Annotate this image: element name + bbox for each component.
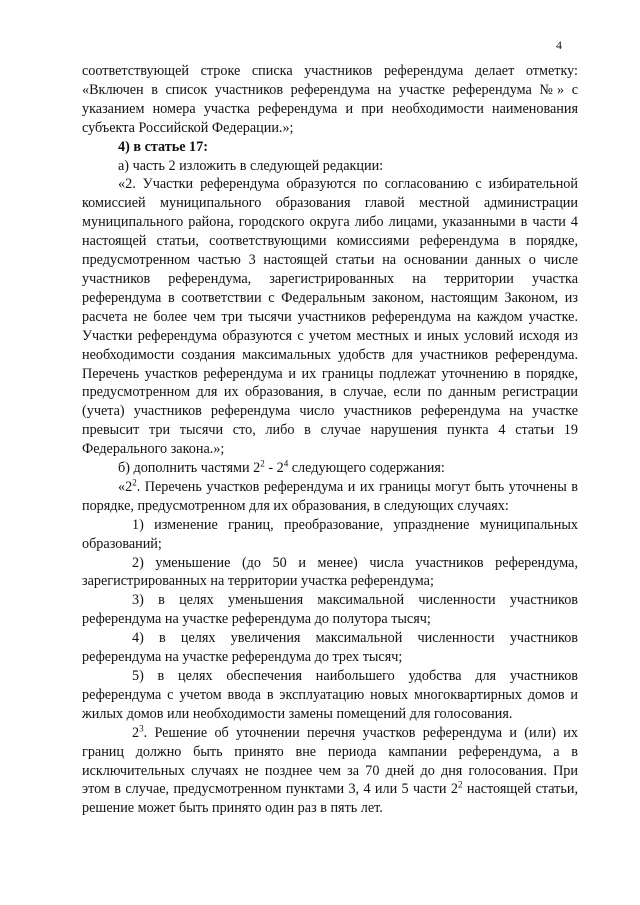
superscript: 2 xyxy=(457,779,463,790)
paragraph: соответствующей строке списка участников референдума делает отметку: «Включен в список участников референдума на участке референдума №» с указанием номера участка референдума и при необходимости наименования субъекта Российской Федерации.»; xyxy=(82,63,578,136)
paragraph xyxy=(82,478,578,516)
list-item: 5) в целях обеспечения наибольшего удобства для участников референдума с учетом ввода в эксплуатацию новых многоквартирных домов и жилых домов или необходимости замены помещений для голосования. xyxy=(82,668,578,722)
paragraph: «2. Участки референдума образуются по согласованию с избирательной комиссией муниципального образования главой местной администрации муниципального района, городского округа либо лицами, указанными в части 4 настоящей статьи, соответствующими комиссиями референдума в порядке, предусмотренном частью 3 настоящей статьи на основании данных о числе участников референдума, зарегистрированных на территории участка референдума в соответствии с Федеральным законом, настоящим Законом, из расчета не более чем три тысячи участников референдума на каждом участке. Участки референдума образуются с учетом местных и иных условий исходя из необходимости создания максимальных удобств для участников референдума. Перечень участков референдума и их границы подлежат уточнению в порядке, предусмотренном для их образования, в случае, если по данным регистрации (учета) участников референдума число участников референдума на участке превысит три тысячи сто, либо в случае нарушения пункта 4 статьи 19 Федерального закона.»; xyxy=(82,176,578,458)
paragraph xyxy=(82,459,578,478)
paragraph: а) часть 2 изложить в следующей редакции: xyxy=(118,157,384,174)
text-run: следующего содержания: xyxy=(288,460,445,477)
paragraph xyxy=(82,724,578,819)
page-number: 4 xyxy=(556,38,562,52)
text-run: . Перечень участков референдума и их границы могут быть уточнены в порядке, предусмотренном для их образования, в следующих случаях: xyxy=(82,478,578,514)
superscript: 4 xyxy=(283,458,289,469)
text-run: - 2 xyxy=(264,460,284,477)
list-item: 3) в целях уменьшения максимальной численности участников референдума на участке референдума до полутора тысяч; xyxy=(82,592,578,628)
list-item: 2) уменьшение (до 50 и менее) числа участников референдума, зарегистрированных на территории участка референдума; xyxy=(82,554,578,590)
text-run: настоящей статьи, решение может быть принято один раз в пять лет. xyxy=(82,781,578,817)
superscript: 2 xyxy=(260,458,265,469)
document-body xyxy=(82,62,578,818)
text-run: . Решение об уточнении перечня участков референдума и (или) их границ должно быть принято вне периода кампании референдума, а в исключительных случаях не позднее чем за 70 дней до дня голосования. При этом в случае, предусмотренном пунктами 3, 4 или 5 части 2 xyxy=(82,724,578,798)
list-item: 4) в целях увеличения максимальной численности участников референдума на участке референдума до трех тысяч; xyxy=(82,630,578,666)
superscript: 3 xyxy=(139,722,144,733)
superscript: 2 xyxy=(132,477,137,488)
list-item: 1) изменение границ, преобразование, упразднение муниципальных образований; xyxy=(82,516,578,552)
text-run: «2 xyxy=(118,478,133,495)
text-run: 2 xyxy=(132,724,140,741)
text-run: б) дополнить частями 2 xyxy=(118,460,261,477)
section-heading: 4) в статье 17: xyxy=(118,138,208,155)
